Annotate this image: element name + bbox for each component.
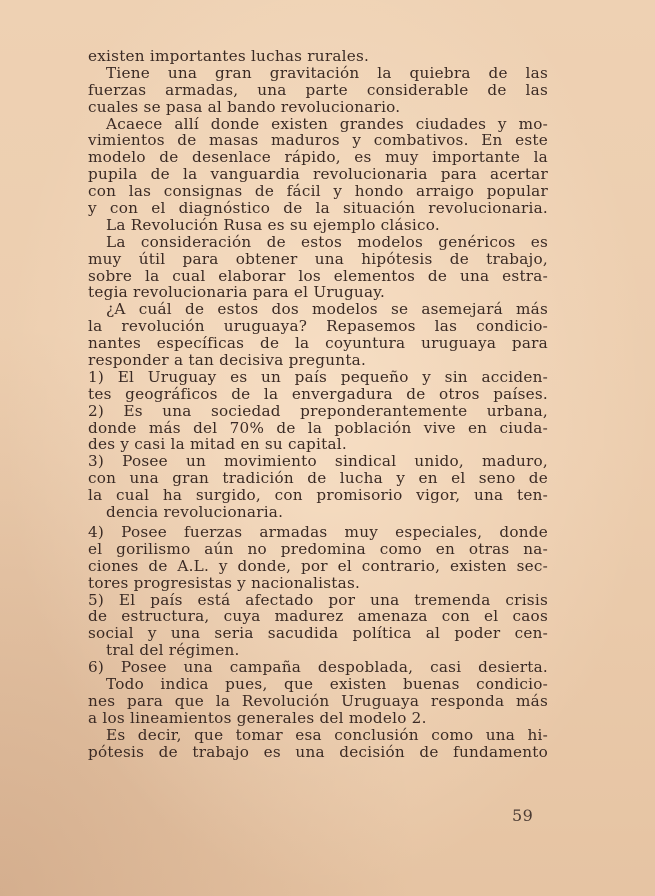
- text-line: social y una seria sacudida política al poder cen-: [88, 625, 548, 643]
- text-line: donde más del 70% de la población vive en ciuda-: [88, 419, 548, 437]
- text-line: pupila de la vanguardia revolucionaria para acertar: [88, 166, 548, 184]
- text-line: La Revolución Rusa es su ejemplo clásico.: [106, 216, 440, 234]
- text-line: con las consignas de fácil y hondo arraigo popular: [88, 183, 548, 201]
- text-line: Tiene una gran gravitación la quiebra de las: [106, 64, 548, 82]
- page-number: 59: [512, 806, 534, 825]
- text-line: con una gran tradición de lucha y en el seno de: [88, 470, 548, 488]
- text-line: el gorilismo aún no predomina como en otras na-: [88, 540, 548, 558]
- text-line: 2) Es una sociedad preponderantemente urbana,: [88, 402, 548, 420]
- text-line: 1) El Uruguay es un país pequeño y sin acciden-: [88, 368, 548, 386]
- text-line: y con el diagnóstico de la situación revolucionaria.: [88, 200, 548, 217]
- text-line: tegia revolucionaria para el Uruguay.: [88, 284, 386, 302]
- text-line: tral del régimen.: [106, 642, 240, 660]
- text-line: responder a tan decisiva pregunta.: [88, 352, 367, 369]
- text-line: Todo indica pues, que existen buenas condicio-: [106, 675, 548, 693]
- text-line: la revolución uruguaya? Repasemos las condicio-: [88, 318, 548, 336]
- text-line: ¿A cuál de estos dos modelos se asemejará más: [106, 301, 548, 319]
- text-line: 4) Posee fuerzas armadas muy especiales, donde: [88, 523, 548, 541]
- text-line: modelo de desenlace rápido, es muy importante la: [88, 149, 548, 167]
- text-line: la cual ha surgido, con promisorio vigor, una ten-: [88, 487, 548, 505]
- text-line: pótesis de trabajo es una decisión de fundamento: [88, 743, 548, 761]
- text-line: de estructura, cuya madurez amenaza con el caos: [88, 608, 548, 626]
- text-line: muy útil para obtener una hipótesis de trabajo,: [88, 250, 548, 268]
- text-line: tores progresistas y nacionalistas.: [88, 574, 361, 592]
- text-line: sobre la cual elaborar los elementos de una estra-: [88, 267, 548, 285]
- text-line: 3) Posee un movimiento sindical unido, maduro,: [88, 453, 548, 471]
- text-line: Es decir, que tomar esa conclusión como una hi-: [106, 726, 548, 744]
- text-line: cuales se pasa al bando revolucionario.: [88, 98, 401, 116]
- text-line: a los lineamientos generales del modelo 2.: [88, 709, 427, 727]
- text-line: des y casi la mitad en su capital.: [88, 436, 347, 454]
- text-line: nantes específicas de la coyuntura uruguaya para: [88, 335, 548, 353]
- text-line: nes para que la Revolución Uruguaya responda más: [88, 692, 548, 710]
- text-line: tes geográficos de la envergadura de otros países.: [88, 385, 548, 403]
- text-line: 5) El país está afectado por una tremenda crisis: [88, 591, 548, 609]
- body-text: [88, 48, 548, 760]
- text-line: existen importantes luchas rurales.: [88, 48, 370, 65]
- text-line: fuerzas armadas, una parte considerable de las: [88, 81, 548, 99]
- text-line: La consideración de estos modelos genéricos es: [106, 233, 548, 251]
- text-line: Acaece allí donde existen grandes ciudades y mo-: [106, 115, 548, 133]
- text-line: dencia revolucionaria.: [106, 504, 284, 521]
- text-line: 6) Posee una campaña despoblada, casi desierta.: [88, 659, 548, 676]
- text-line: ciones de A.L. y donde, por el contrario, existen sec-: [88, 557, 548, 575]
- text-line: vimientos de masas maduros y combativos. En este: [88, 132, 548, 150]
